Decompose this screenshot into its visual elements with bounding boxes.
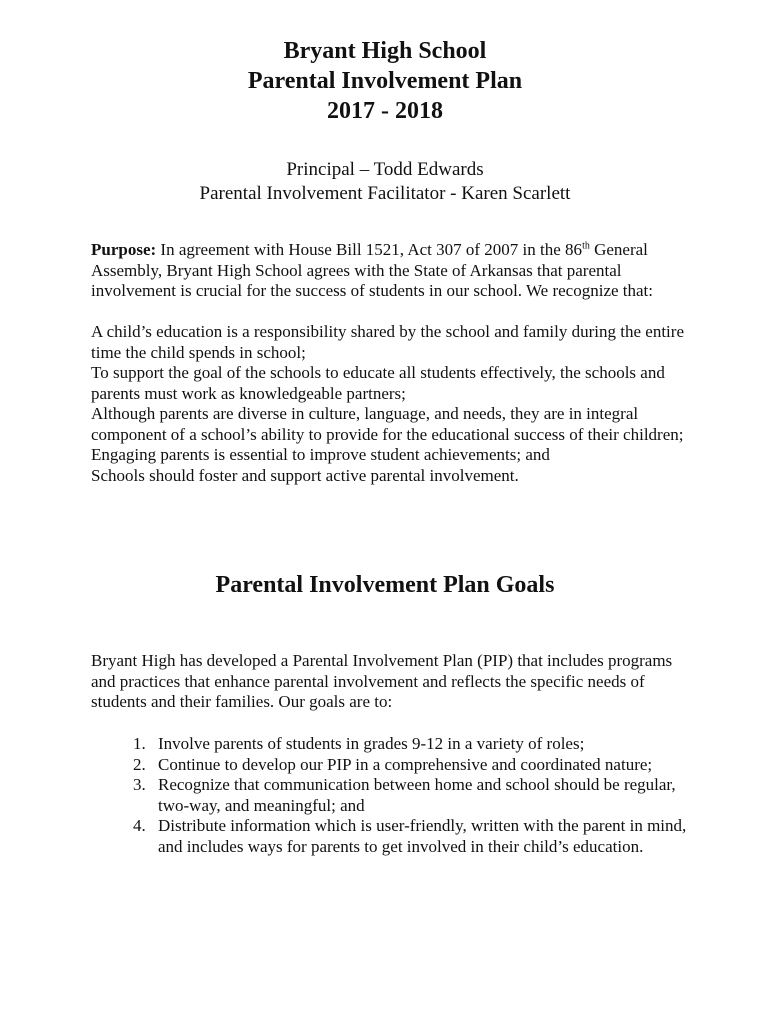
school-year: 2017 - 2018: [327, 98, 443, 124]
recognition-item: Engaging parents is essential to improve student achievements; and: [91, 445, 550, 464]
recognition-list: [91, 322, 691, 486]
goal-item: [91, 734, 691, 755]
plan-title: Parental Involvement Plan: [247, 68, 523, 94]
goal-number: 2.: [133, 754, 146, 774]
purpose-paragraph: [91, 240, 691, 302]
goals-intro: Bryant High has developed a Parental Involvement Plan (PIP) that includes programs and practices that enhance parental involvement and reflects the specific needs of students and their families. Our goals are to:: [91, 651, 673, 711]
recognition-item: To support the goal of the schools to educate all students effectively, the schools and parents must work as knowledgeable partners;: [91, 363, 665, 403]
goal-text: Continue to develop our PIP in a comprehensive and coordinated nature;: [158, 754, 653, 774]
purpose-label: Purpose:: [91, 240, 157, 259]
goal-text: Recognize that communication between home and school should be regular, two-way, and meaningful; and: [158, 775, 676, 815]
recognition-item: A child’s education is a responsibility shared by the school and family during the entire time the child spends in school;: [91, 322, 684, 362]
officials-block: [0, 158, 770, 206]
recognition-item: Schools should foster and support active parental involvement.: [91, 465, 519, 485]
ordinal-superscript: th: [582, 240, 590, 252]
school-name: Bryant High School: [283, 38, 487, 64]
goals-heading: Parental Involvement Plan Goals: [215, 572, 555, 598]
goal-item: [91, 816, 691, 857]
facilitator-line: Parental Involvement Facilitator - Karen Scarlett: [199, 183, 571, 204]
recognition-item: Although parents are diverse in culture, language, and needs, they are in integral component of a school’s ability to provide for the educational success of their children;: [91, 404, 684, 444]
purpose-text-start: In agreement with House Bill 1521, Act 307 of 2007 in the 86: [156, 240, 583, 259]
goal-item: [91, 755, 691, 776]
purpose-text-end: General Assembly, Bryant High School agrees with the State of Arkansas that parental involvement is crucial for the success of students in our school. We recognize that:: [91, 240, 653, 300]
principal-line: Principal – Todd Edwards: [286, 159, 484, 180]
document-header: [0, 36, 770, 126]
goal-item: [91, 775, 691, 816]
goal-text: Involve parents of students in grades 9-12 in a variety of roles;: [158, 734, 585, 753]
goals-list: [91, 734, 691, 857]
goal-number: 3.: [133, 775, 146, 794]
goal-text: Distribute information which is user-friendly, written with the parent in mind, and includes ways for parents to get involved in their child’s education.: [158, 816, 687, 856]
goal-number: 4.: [133, 816, 146, 835]
goal-number: 1.: [133, 734, 146, 753]
